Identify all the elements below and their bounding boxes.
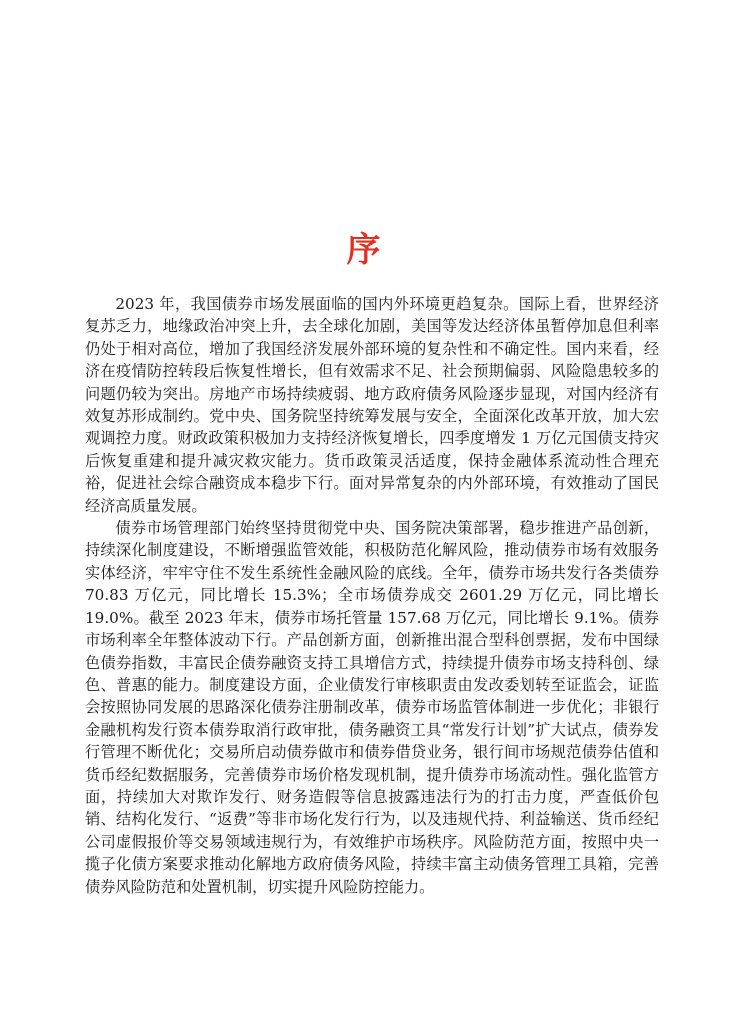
paragraph-2: 债券市场管理部门始终坚持贯彻党中央、国务院决策部署，稳步推进产品创新，持续深化制度建设，不断增强监管效能，积极防范化解风险，推动债券市场有效服务实体经济，牢牢守住不发生系统性金融风险的底线。全年，债券市场共发行各类债券 70.83 万亿元，同比增长 15.3%；全市场债券成交 2601.29 万亿元，同比增长 19.0%。截至 2023 年末，债券市场托管量 157.68 万亿元，同比增长 9.1%。债券市场利率全年整体波动下行。产品创新方面，创新推出混合型科创票据，发布中国绿色债券指数，丰富民企债券融资支持工具增信方式，持续提升债券市场支持科创、绿色、普惠的能力。制度建设方面，企业债发行审核职责由发改委划转至证监会，证监会按照协同发展的思路深化债券注册制改革，债券市场监管体制进一步优化；非银行金融机构发行资本债券取消行政审批，债务融资工具“常发行计划”扩大试点，债券发行管理不断优化；交易所启动债券做市和债券借贷业务，银行间市场规范债券估值和货币经纪数据服务，完善债券市场价格发现机制，提升债券市场流动性。强化监管方面，持续加大对欺诈发行、财务造假等信息披露违法行为的打击力度，严查低价包销、结构化发行、“返费”等非市场化发行行为，以及违规代持、利益输送、货币经纪公司虚假报价等交易领域违规行为，有效维护市场秩序。风险防范方面，按照中央一揽子化债方案要求推动化解地方政府债务风险，持续丰富主动债务管理工具箱，完善债券风险防范和处置机制，切实提升风险防控能力。: [85, 519, 659, 896]
paragraph-1: 2023 年，我国债券市场发展面临的国内外环境更趋复杂。国际上看，世界经济复苏乏力，地缘政治冲突上升，去全球化加剧，美国等发达经济体虽暂停加息但利率仍处于相对高位，增加了我国经济发展外部环境的复杂性和不确定性。国内来看，经济在疫情防控转段后恢复性增长，但有效需求不足、社会预期偏弱、风险隐患较多的问题仍较为突出。房地产市场持续疲弱、地方政府债务风险逐步显现，对国内经济有效复苏形成制约。党中央、国务院坚持统筹发展与安全，全面深化改革开放，加大宏观调控力度。财政政策积极加力支持经济恢复增长，四季度增发 1 万亿元国债支持灾后恢复重建和提升减灾救灾能力。货币政策灵活适度，保持金融体系流动性合理充裕，促进社会综合融资成本稳步下行。面对异常复杂的内外部环境，有效推动了国民经济高质量发展。: [85, 295, 659, 515]
page-title: 序: [346, 229, 383, 270]
body-text: [85, 293, 659, 898]
